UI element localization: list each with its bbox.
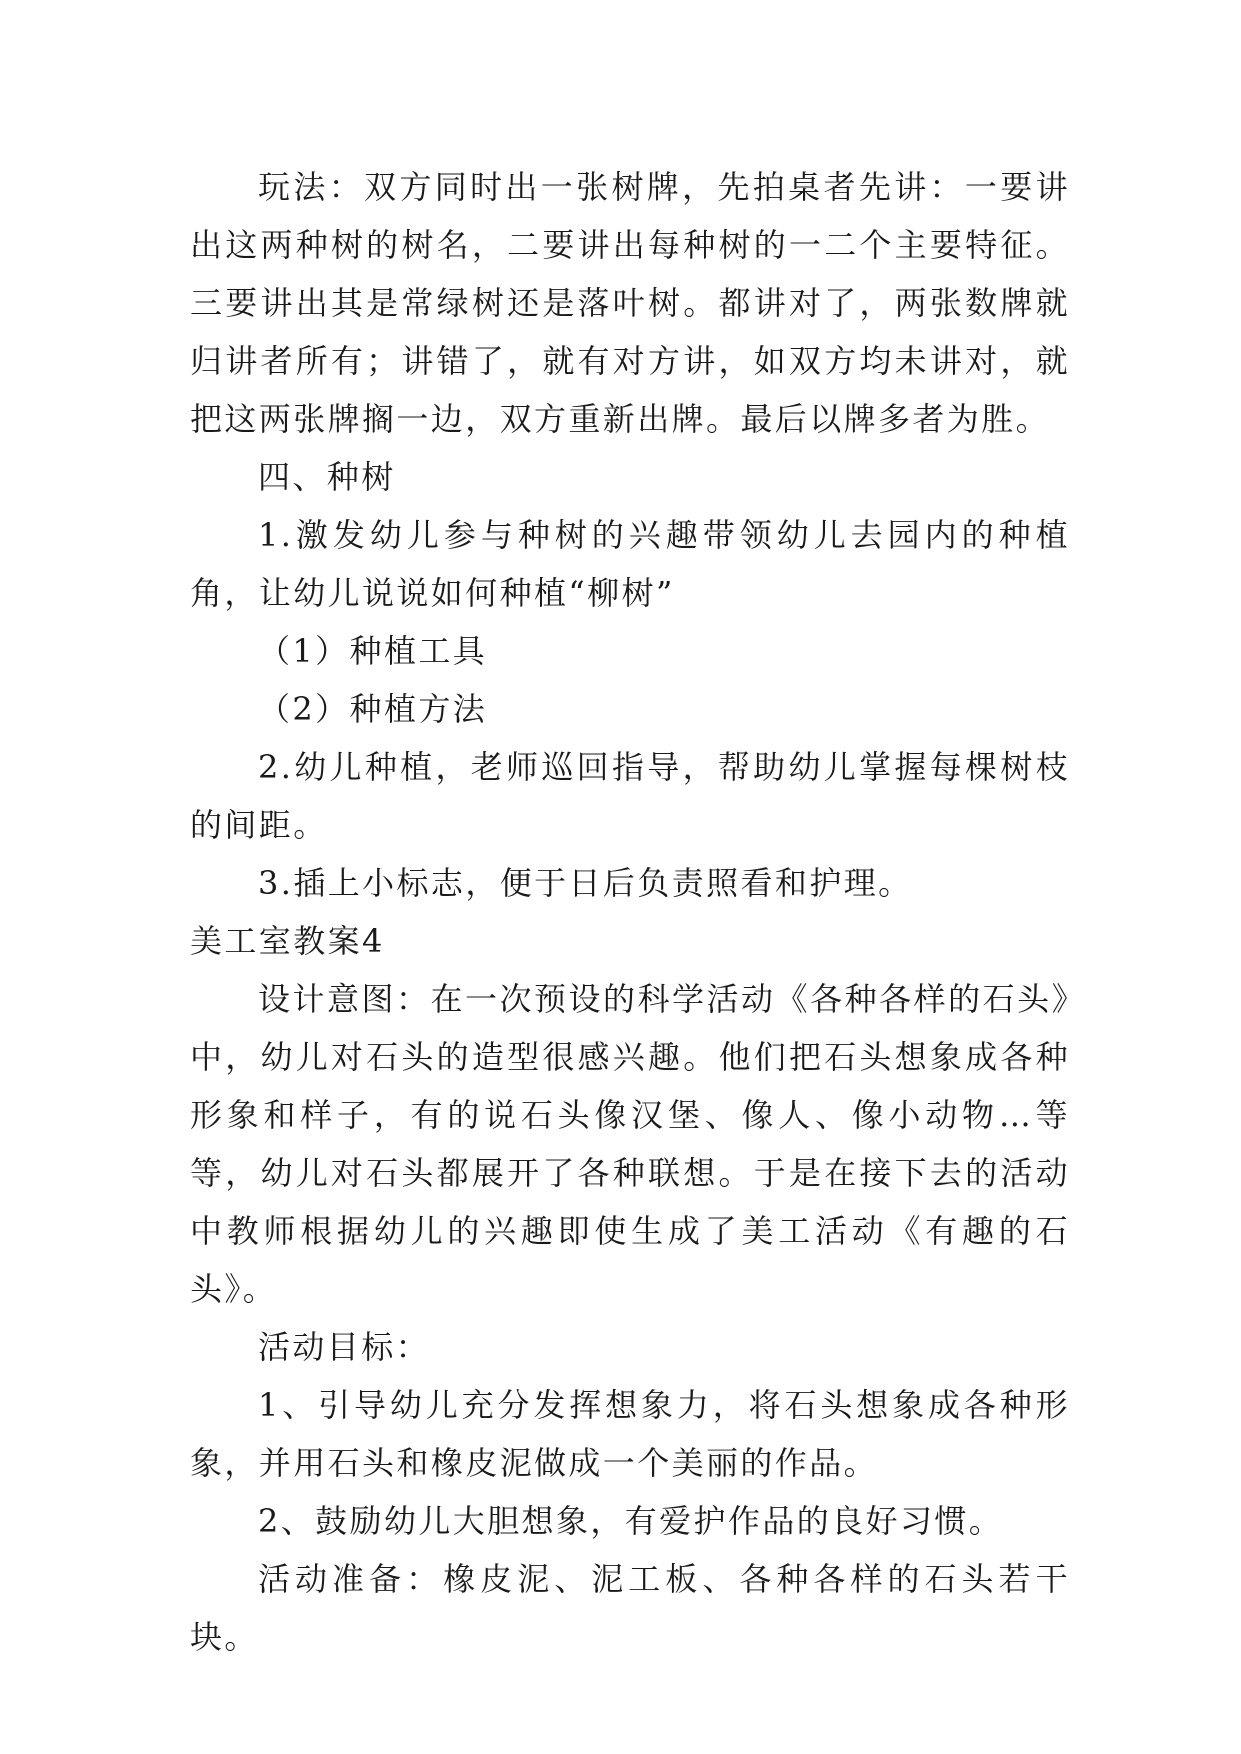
paragraph-sub-item-2: （2）种植方法 — [258, 690, 488, 728]
section-heading-plant-trees: 四、种树 — [258, 458, 396, 496]
paragraph-game-rules: 玩法：双方同时出一张树牌，先拍桌者先讲：一要讲出这两种树的树名，二要讲出每种树的一二个主要特征。三要讲出其是常绿树还是落叶树。都讲对了，两张数牌就归讲者所有；讲错了，就有对方讲，如双方均未讲对，就把这两张牌搁一边，双方重新出牌。最后以牌多者为胜。 — [190, 168, 1070, 438]
paragraph-goal-2: 2、鼓励幼儿大胆想象，有爱护作品的良好习惯。 — [258, 1502, 1004, 1540]
paragraph-step-3: 3.插上小标志，便于日后负责照看和护理。 — [258, 864, 913, 902]
paragraph-design-intent: 设计意图：在一次预设的科学活动《各种各样的石头》中，幼儿对石头的造型很感兴趣。他们把石头想象成各种形象和样子，有的说石头像汉堡、像人、像小动物…等等，幼儿对石头都展开了各种联想。于是在接下去的活动中教师根据幼儿的兴趣即使生成了美工活动《有趣的石头》。 — [190, 980, 1070, 1308]
paragraph-sub-item-1: （1）种植工具 — [258, 632, 488, 670]
document-section-title: 美工室教案4 — [190, 922, 385, 960]
paragraph-step-2: 2.幼儿种植，老师巡回指导，帮助幼儿掌握每棵树枝的间距。 — [190, 748, 1070, 844]
document-page — [190, 158, 1070, 1666]
paragraph-step-1: 1.激发幼儿参与种树的兴趣带领幼儿去园内的种植角，让幼儿说说如何种植“柳树” — [190, 516, 1070, 612]
paragraph-activity-preparation: 活动准备：橡皮泥、泥工板、各种各样的石头若干块。 — [190, 1560, 1070, 1656]
paragraph-activity-goals-heading: 活动目标： — [258, 1328, 431, 1366]
paragraph-goal-1: 1、引导幼儿充分发挥想象力，将石头想象成各种形象，并用石头和橡皮泥做成一个美丽的作品。 — [190, 1386, 1070, 1482]
